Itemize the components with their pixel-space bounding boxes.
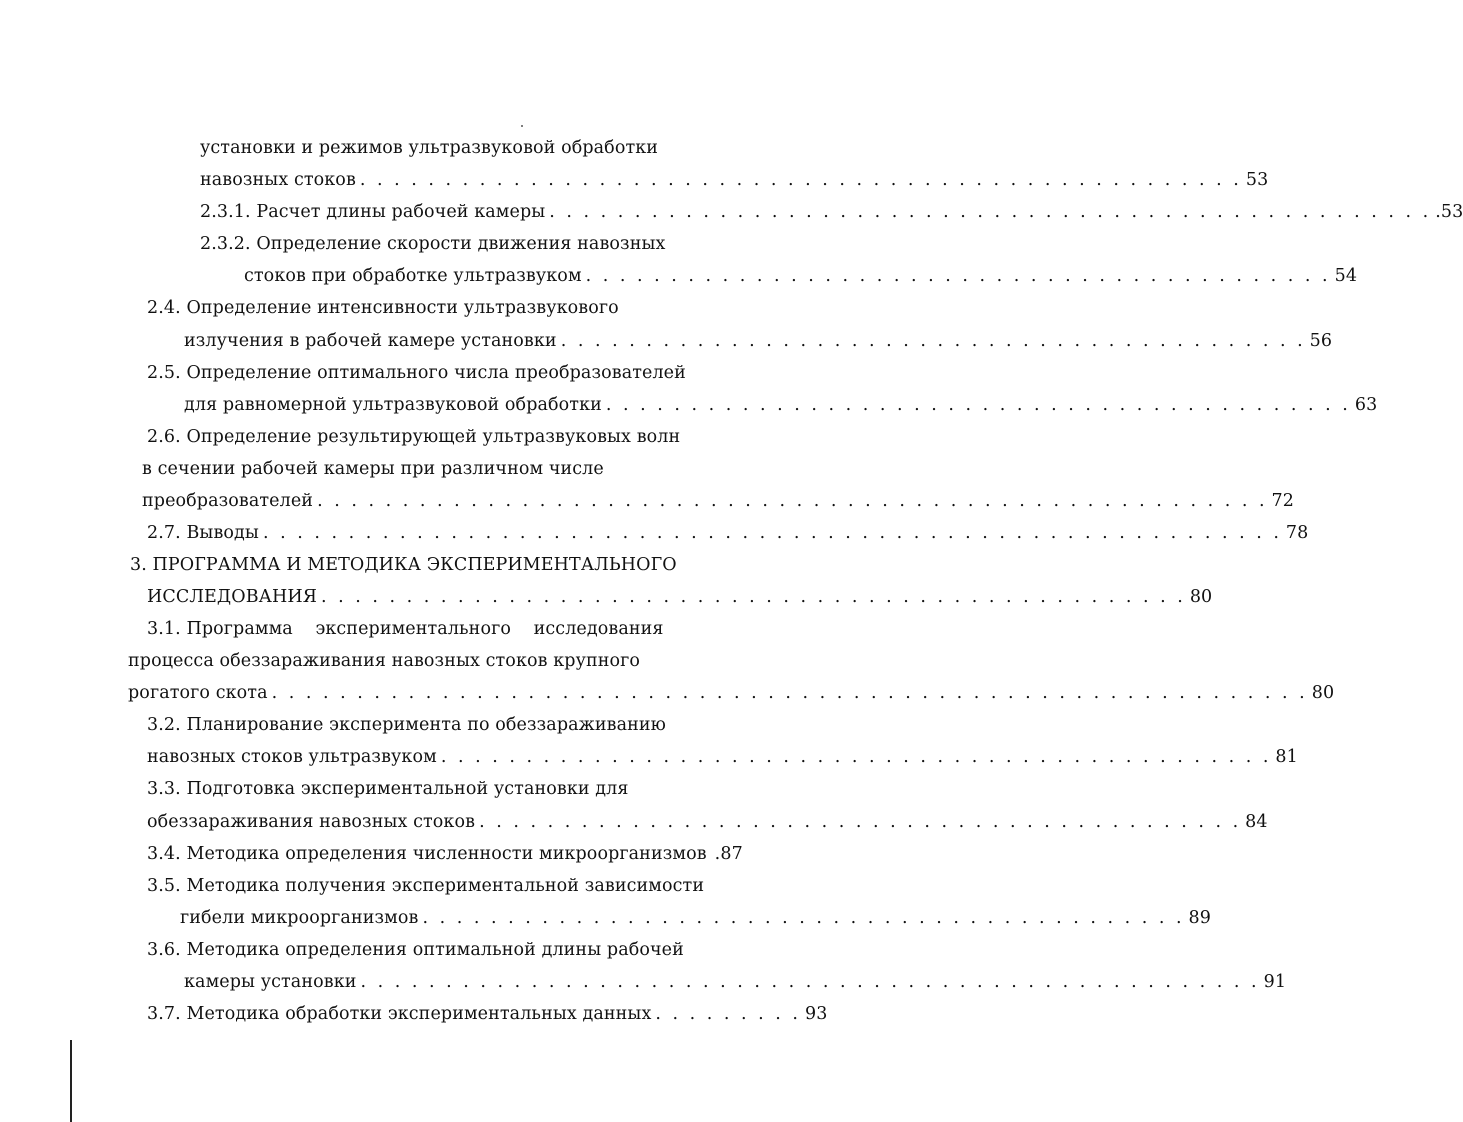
toc-page-number: .53 bbox=[1435, 202, 1463, 222]
toc-entry-title: рогатого скота bbox=[128, 683, 268, 703]
dot-leader: . . . . . . . . . . . . . . . . . . . . . . . . . . . . . . . . . . . . . . . . . . . . bbox=[585, 266, 1331, 286]
toc-entry-title: 3.4. Методика определения численности микроорганизмов bbox=[147, 844, 707, 864]
toc-page-number: 91 bbox=[1263, 972, 1287, 992]
dot-leader: . . . . . . . . . . . . . . . . . . . . . . . . . . . . . . . . . . . . . . . . . . . . . . . . . . . . . . . . . . . . . bbox=[271, 683, 1308, 703]
toc-entry bbox=[184, 330, 1333, 352]
dot-leader: . . . . . . . . . . . . . . . . . . . . . . . . . . . . . . . . . . . . . . . . . . . . . . . . . . . . . . . . . . . . bbox=[262, 523, 1282, 543]
toc-entry bbox=[142, 490, 1295, 512]
dot-leader: . . . . . . . . . . . . . . . . . . . . . . . . . . . . . . . . . . . . . . . . . . . . bbox=[605, 395, 1351, 415]
toc-page-number: 80 bbox=[1311, 683, 1335, 703]
toc-line bbox=[200, 137, 658, 159]
toc-page-number: 72 bbox=[1271, 491, 1295, 511]
toc-entry-title: навозных стоков bbox=[200, 170, 356, 190]
toc-line-text: установки и режимов ультразвуковой обработки bbox=[200, 138, 659, 158]
toc-entry bbox=[200, 201, 1463, 223]
dot-leader: . . . . . . . . . . . . . . . . . . . . . . . . . . . . . . . . . . . . . . . . . . . . . . . . . bbox=[440, 747, 1272, 767]
toc-line-text: 2.4. Определение интенсивности ультразвукового bbox=[147, 298, 619, 318]
toc-entry bbox=[147, 522, 1309, 544]
toc-line-text: 3.2. Планирование эксперимента по обеззараживанию bbox=[147, 715, 666, 735]
toc-line-text: 2.3.2. Определение скорости движения навозных bbox=[200, 234, 666, 254]
toc-entry bbox=[180, 907, 1211, 929]
toc-entry-title: преобразователей bbox=[142, 491, 314, 511]
toc-page-number: 84 bbox=[1245, 812, 1268, 832]
toc-line-text: 3. ПРОГРАММА И МЕТОДИКА ЭКСПЕРИМЕНТАЛЬНОГО bbox=[130, 555, 677, 575]
scan-speck bbox=[521, 125, 523, 127]
toc-line bbox=[142, 458, 604, 480]
toc-entry bbox=[147, 746, 1298, 768]
toc-line-text: 3.6. Методика определения оптимальной длины рабочей bbox=[147, 940, 684, 960]
toc-line-text: 3.3. Подготовка экспериментальной установки для bbox=[147, 779, 629, 799]
toc-entry-title: стоков при обработке ультразвуком bbox=[244, 266, 582, 286]
toc-line bbox=[147, 778, 629, 800]
toc-line-text: 2.5. Определение оптимального числа преобразователей bbox=[147, 363, 686, 383]
toc-line bbox=[147, 939, 684, 961]
toc-line-text: в сечении рабочей камеры при различном числе bbox=[142, 459, 604, 479]
toc-page-number: 54 bbox=[1334, 266, 1358, 286]
dot-leader: . . . . . . . . . . . . . . . . . . . . . . . . . . . . . . . . . . . . . . . . . . . . bbox=[560, 331, 1306, 351]
toc-entry bbox=[128, 682, 1335, 704]
toc-entry-title: ИССЛЕДОВАНИЯ bbox=[147, 587, 317, 607]
dot-leader: . . . . . . . . . . . . . . . . . . . . . . . . . . . . . . . . . . . . . . . . . . . . . . . . . . . . . bbox=[360, 972, 1260, 992]
dot-leader: . . . . . . . . . . . . . . . . . . . . . . . . . . . . . . . . . . . . . . . . . . . . . . . . . . . bbox=[320, 587, 1186, 607]
toc-page-number: 89 bbox=[1188, 908, 1211, 928]
toc-page-number: 80 bbox=[1189, 587, 1213, 607]
toc-entry-title: 2.7. Выводы bbox=[147, 523, 259, 543]
dot-leader: . . . . . . . . . . . . . . . . . . . . . . . . . . . . . . . . . . . . . . . . . . . . . . . . . . . . bbox=[549, 202, 1432, 222]
toc-page-number: 78 bbox=[1285, 523, 1309, 543]
dot-leader: . . . . . . . . . . . . . . . . . . . . . . . . . . . . . . . . . . . . . . . . . . . . . . . . . . . . bbox=[359, 170, 1242, 190]
toc-line bbox=[147, 362, 686, 384]
dot-leader: . . . . . . . . . bbox=[655, 1004, 801, 1024]
toc-line-text: 3.5. Методика получения экспериментальной зависимости bbox=[147, 876, 705, 896]
toc-line bbox=[200, 233, 665, 255]
dot-leader: . . . . . . . . . . . . . . . . . . . . . . . . . . . . . . . . . . . . . . . . . . . . . . . . . . . . . . . . bbox=[317, 491, 1268, 511]
toc-page-number: 93 bbox=[805, 1004, 828, 1024]
toc-entry-title: излучения в рабочей камере установки bbox=[184, 331, 557, 351]
toc-entry bbox=[184, 971, 1287, 993]
toc-line-text: процесса обеззараживания навозных стоков крупного bbox=[128, 651, 641, 671]
dot-leader: . . . . . . . . . . . . . . . . . . . . . . . . . . . . . . . . . . . . . . . . . . . . . bbox=[422, 908, 1185, 928]
toc-line bbox=[130, 554, 677, 576]
toc-line bbox=[147, 875, 704, 897]
toc-entry-title: навозных стоков ультразвуком bbox=[147, 747, 437, 767]
dot-leader: . . . . . . . . . . . . . . . . . . . . . . . . . . . . . . . . . . . . . . . . . . . . . bbox=[479, 812, 1242, 832]
toc-entry bbox=[200, 169, 1269, 191]
toc-entry bbox=[244, 265, 1358, 287]
toc-entry-title: для равномерной ультразвуковой обработки bbox=[184, 395, 602, 415]
toc-entry bbox=[147, 1003, 828, 1025]
toc-line-text: 3.1. Программа экспериментального исследования bbox=[147, 619, 664, 639]
toc-page-number: .87 bbox=[714, 844, 743, 864]
toc-entry bbox=[184, 394, 1378, 416]
toc-entry bbox=[147, 586, 1213, 608]
toc-page-number: 63 bbox=[1354, 395, 1378, 415]
toc-line bbox=[147, 714, 666, 736]
binding-margin-line bbox=[70, 1040, 72, 1122]
toc-line bbox=[147, 426, 680, 448]
toc-entry-title: гибели микроорганизмов bbox=[180, 908, 419, 928]
toc-line bbox=[147, 618, 664, 640]
toc-entry-title: обеззараживания навозных стоков bbox=[147, 812, 476, 832]
toc-line bbox=[147, 297, 619, 319]
toc-page-number: 81 bbox=[1275, 747, 1298, 767]
toc-entry bbox=[147, 843, 743, 865]
toc-page-number: 56 bbox=[1309, 331, 1333, 351]
toc-line-text: 2.6. Определение результирующей ультразвуковых волн bbox=[147, 427, 681, 447]
toc-entry-title: 3.7. Методика обработки экспериментальных данных bbox=[147, 1004, 652, 1024]
toc-page-number: 53 bbox=[1245, 170, 1269, 190]
toc-entry-title: камеры установки bbox=[184, 972, 357, 992]
toc-entry-title: 2.3.1. Расчет длины рабочей камеры bbox=[200, 202, 546, 222]
toc-line bbox=[128, 650, 640, 672]
toc-entry bbox=[147, 811, 1268, 833]
